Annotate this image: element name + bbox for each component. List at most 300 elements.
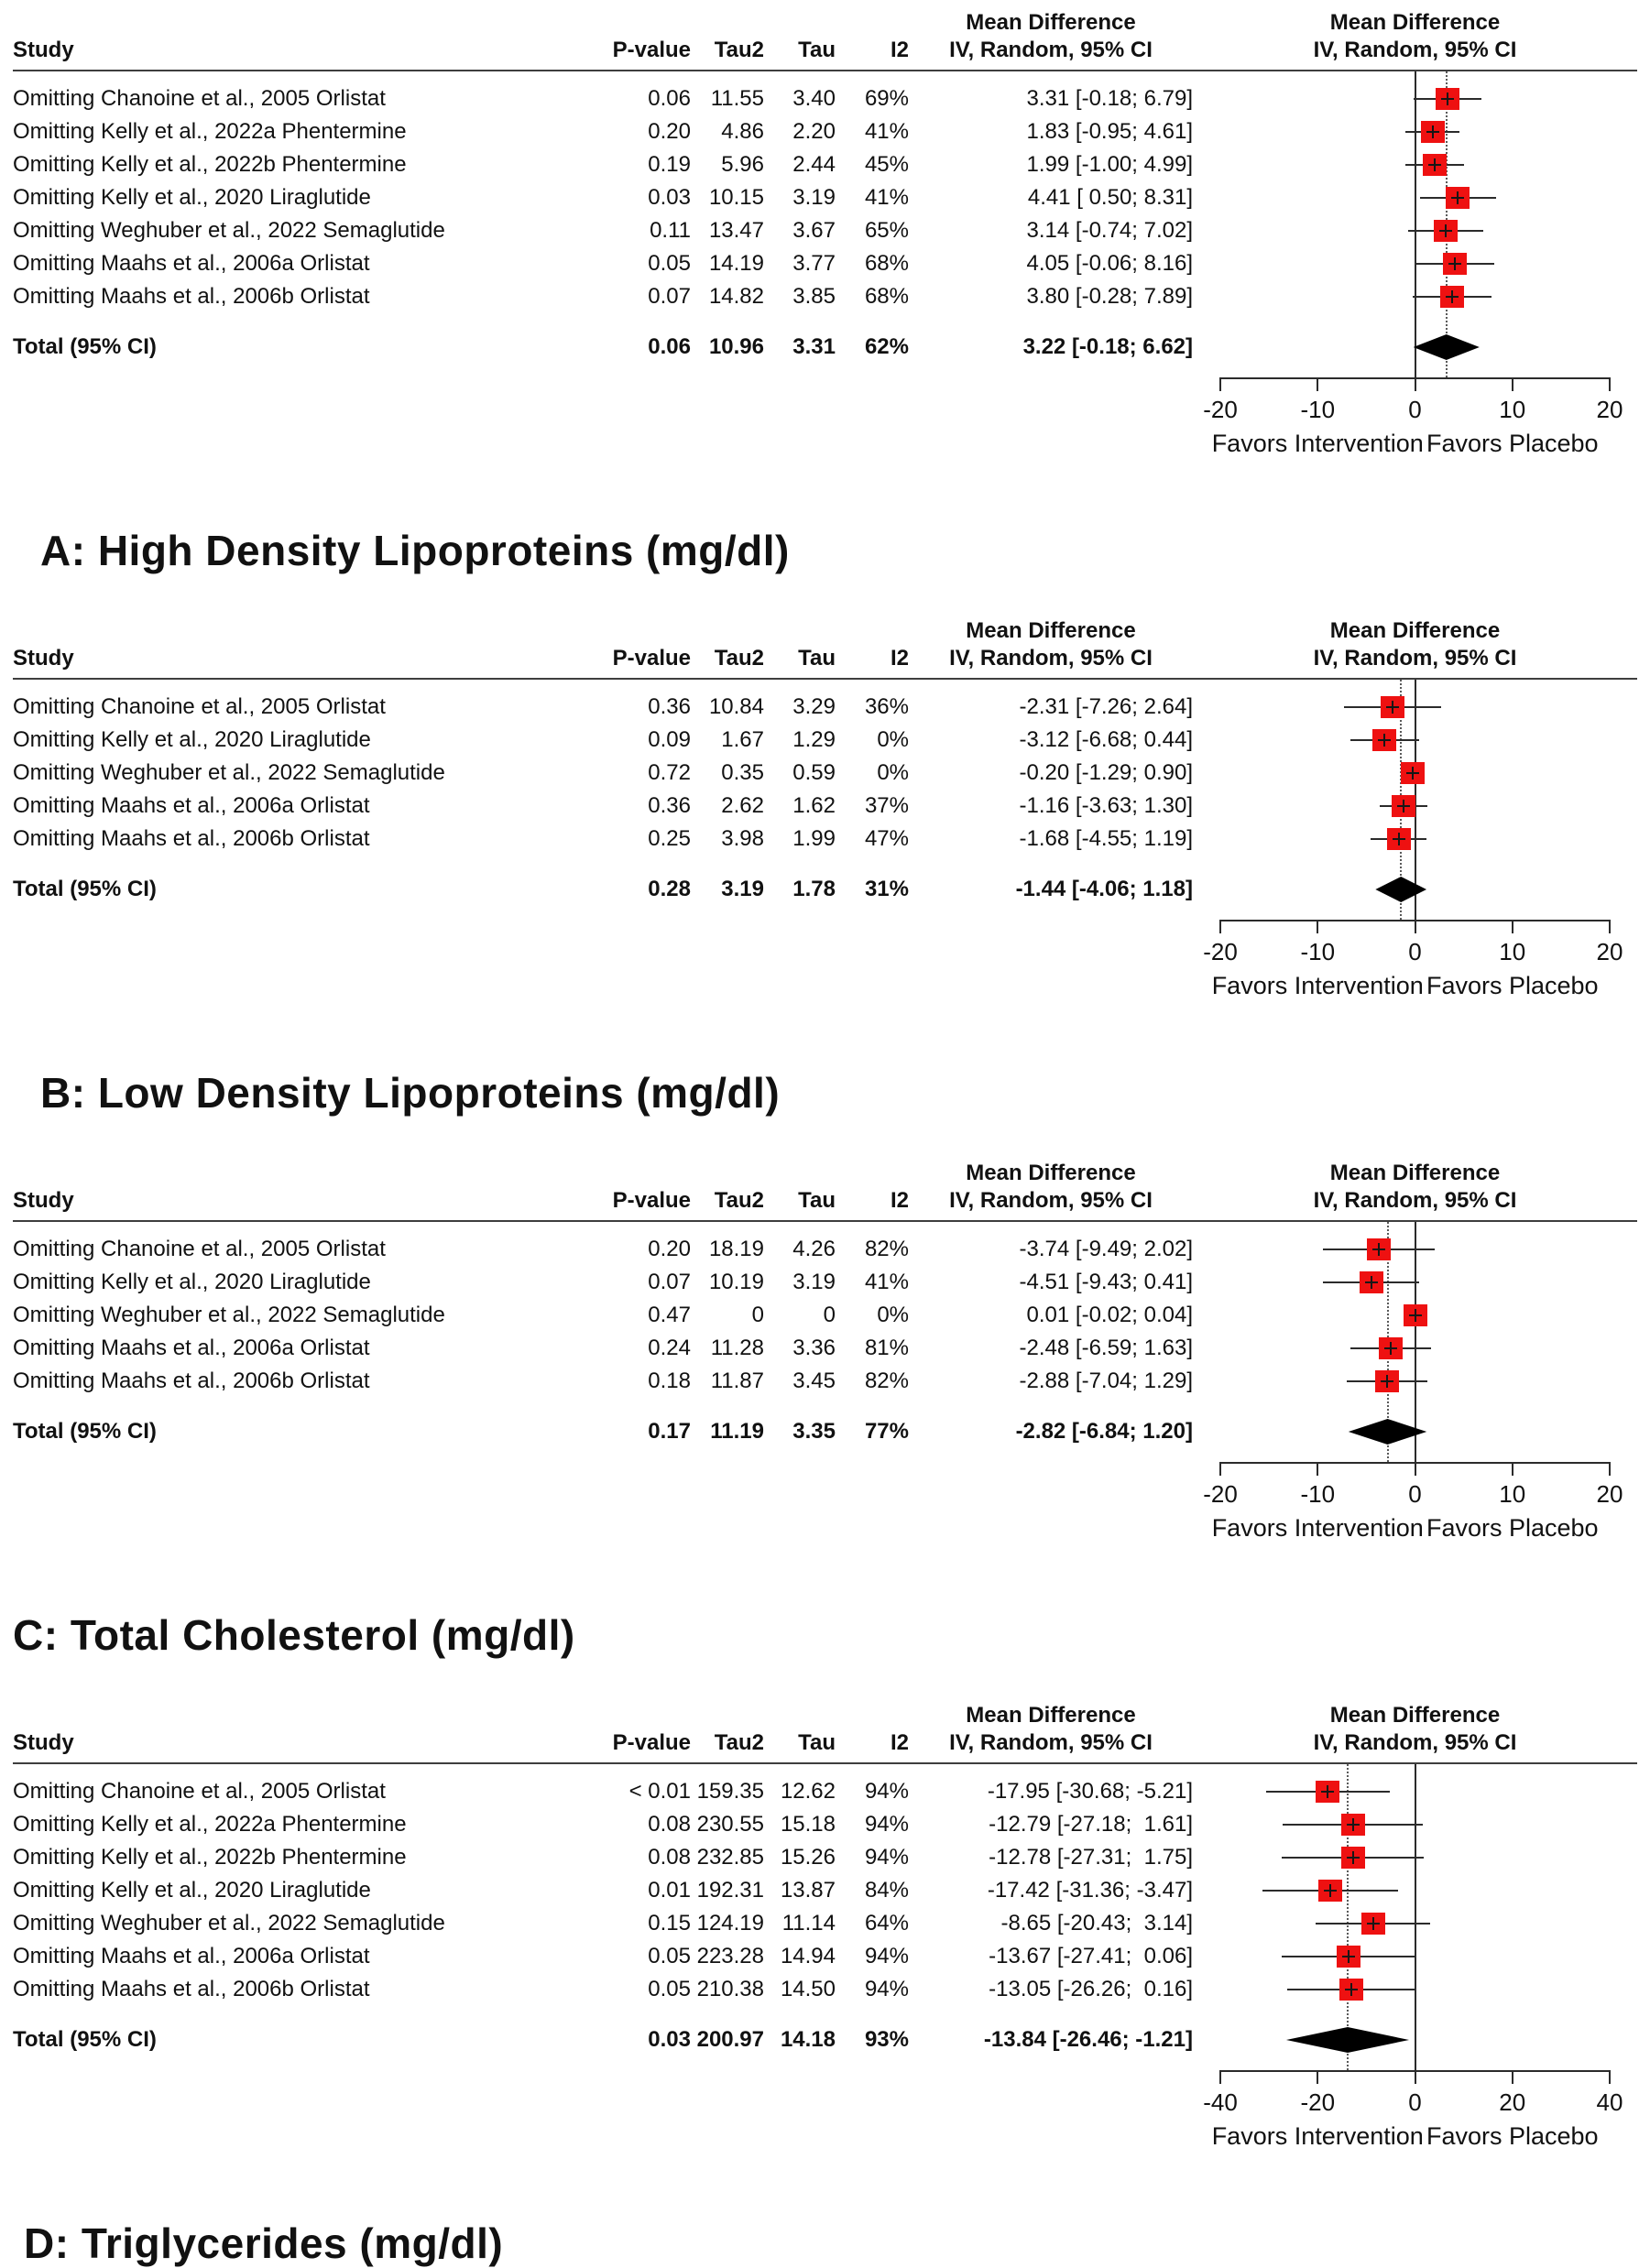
cell-tau2: 192.31 (696, 1878, 764, 1903)
axis-tick-label: -10 (1300, 1480, 1336, 1508)
cell-tau2: 210.38 (696, 1977, 764, 2001)
cell-tau2: 10.84 (708, 694, 764, 719)
total-p: 0.06 (648, 334, 691, 359)
axis-tick (1317, 1462, 1318, 1476)
cell-i2: 82% (864, 1237, 909, 1261)
cell-i2: 45% (864, 152, 909, 177)
axis-tick (1317, 920, 1318, 933)
cell-mean-difference-ci: -2.31 [-7.26; 2.64] (1019, 694, 1193, 719)
cell-pvalue: 0.05 (648, 251, 691, 276)
cell-mean-difference-ci: 3.14 [-0.74; 7.02] (1026, 218, 1193, 243)
effect-header-line1: Mean Difference (966, 1703, 1136, 1728)
favors-placebo-label: Favors Placebo (1426, 972, 1599, 999)
table-row (13, 1907, 1637, 1940)
effect-header-line1: Mean Difference (966, 1161, 1136, 1185)
cell-pvalue: 0.47 (648, 1303, 691, 1327)
cell-tau: 2.44 (792, 152, 836, 177)
cell-pvalue: 0.06 (648, 86, 691, 111)
cell-pvalue: 0.19 (648, 152, 691, 177)
cell-study: Omitting Weghuber et al., 2022 Semaglutide (13, 1911, 445, 1935)
cell-tau: 0 (823, 1303, 836, 1327)
cell-study: Omitting Weghuber et al., 2022 Semaglutide (13, 760, 445, 785)
table-row (13, 247, 1637, 280)
effect-header-line1: Mean Difference (966, 10, 1136, 35)
axis-tick (1415, 920, 1416, 933)
cell-study: Omitting Chanoine et al., 2005 Orlistat (13, 86, 386, 111)
cell-tau2: 10.15 (708, 185, 764, 210)
axis-tick (1609, 920, 1611, 933)
cell-i2: 68% (864, 284, 909, 309)
forest-panel-B (0, 614, 1650, 1118)
cell-i2: 94% (864, 1944, 909, 1968)
axis-tick (1415, 377, 1416, 391)
axis-tick (1609, 1462, 1611, 1476)
cell-mean-difference-ci: -12.78 [-27.31; 1.75] (989, 1845, 1193, 1870)
cell-i2: 94% (864, 1779, 909, 1804)
table-row (13, 823, 1637, 856)
cell-tau: 3.67 (792, 218, 836, 243)
cell-mean-difference-ci: 0.01 [-0.02; 0.04] (1026, 1303, 1193, 1327)
cell-i2: 41% (864, 185, 909, 210)
axis-tick (1219, 2070, 1221, 2084)
cell-i2: 94% (864, 1845, 909, 1870)
cell-tau2: 0 (751, 1303, 764, 1327)
total-i2: 93% (864, 2027, 909, 2052)
cell-tau2: 5.96 (721, 152, 764, 177)
cell-i2: 36% (864, 694, 909, 719)
table-row (13, 181, 1637, 214)
cell-tau2: 0.35 (721, 760, 764, 785)
cell-tau: 1.99 (792, 826, 836, 851)
total-ci_text: -2.82 [-6.84; 1.20] (1015, 1419, 1193, 1444)
table-row (13, 1874, 1637, 1907)
col-header-pvalue: P-value (612, 1188, 691, 1213)
cell-tau2: 11.87 (710, 1368, 764, 1393)
cell-mean-difference-ci: 1.99 [-1.00; 4.99] (1026, 152, 1193, 177)
cell-pvalue: 0.36 (648, 694, 691, 719)
panel-body (13, 1764, 1637, 2176)
axis-tick (1609, 377, 1611, 391)
cell-tau: 15.26 (780, 1845, 836, 1870)
total-tau2: 10.96 (708, 334, 764, 359)
cell-tau2: 10.19 (708, 1270, 764, 1294)
cell-mean-difference-ci: -3.74 [-9.49; 2.02] (1019, 1237, 1193, 1261)
cell-tau2: 223.28 (696, 1944, 764, 1968)
cell-tau: 1.29 (792, 727, 836, 752)
table-row (13, 115, 1637, 148)
cell-tau2: 230.55 (696, 1812, 764, 1837)
panel-title-D: D: Triglycerides (mg/dl) (24, 2219, 504, 2267)
axis-tick-label: 10 (1499, 396, 1526, 423)
panel-title-C: C: Total Cholesterol (mg/dl) (13, 1611, 575, 1659)
table-row (13, 1233, 1637, 1266)
cell-study: Omitting Kelly et al., 2022a Phentermine (13, 1812, 407, 1837)
cell-tau2: 2.62 (721, 793, 764, 818)
axis-tick-label: -20 (1300, 2088, 1336, 2116)
total-p: 0.17 (648, 1419, 691, 1444)
cell-tau2: 124.19 (696, 1911, 764, 1935)
cell-mean-difference-ci: 3.80 [-0.28; 7.89] (1026, 284, 1193, 309)
favors-intervention-label: Favors Intervention (1211, 972, 1424, 999)
cell-tau: 3.29 (792, 694, 836, 719)
cell-i2: 94% (864, 1812, 909, 1837)
plot-header-line1: Mean Difference (1329, 618, 1501, 643)
table-row (13, 724, 1637, 757)
cell-tau2: 18.19 (708, 1237, 764, 1261)
table-row (13, 1973, 1637, 2006)
panel-column-headers (13, 1698, 1637, 1757)
forest-panel-D (0, 1698, 1650, 2268)
favors-intervention-label: Favors Intervention (1211, 2122, 1424, 2150)
table-row (13, 1332, 1637, 1365)
col-header-i2: I2 (890, 38, 909, 62)
cell-study: Omitting Chanoine et al., 2005 Orlistat (13, 694, 386, 719)
cell-pvalue: 0.18 (648, 1368, 691, 1393)
table-row (13, 1808, 1637, 1841)
cell-mean-difference-ci: 4.41 [ 0.50; 8.31] (1027, 185, 1193, 210)
cell-tau: 3.40 (792, 86, 836, 111)
col-header-tau: Tau (798, 1188, 836, 1213)
total-p: 0.03 (648, 2027, 691, 2052)
cell-pvalue: < 0.01 (628, 1779, 691, 1804)
cell-tau: 15.18 (780, 1812, 836, 1837)
cell-i2: 82% (864, 1368, 909, 1393)
effect-header-line2: IV, Random, 95% CI (949, 1730, 1153, 1755)
cell-tau2: 1.67 (721, 727, 764, 752)
cell-study: Omitting Maahs et al., 2006b Orlistat (13, 1977, 370, 2001)
table-row (13, 280, 1637, 313)
cell-pvalue: 0.01 (648, 1878, 691, 1903)
table-row (13, 82, 1637, 115)
cell-tau2: 14.82 (708, 284, 764, 309)
cell-mean-difference-ci: -13.67 [-27.41; 0.06] (989, 1944, 1193, 1968)
panel-title-B: B: Low Density Lipoproteins (mg/dl) (40, 1069, 781, 1117)
total-ci_text: -1.44 [-4.06; 1.18] (1015, 877, 1193, 901)
plot-header-line2: IV, Random, 95% CI (1313, 1730, 1517, 1755)
cell-tau2: 14.19 (708, 251, 764, 276)
axis-tick (1609, 2070, 1611, 2084)
cell-tau: 14.50 (780, 1977, 836, 2001)
axis-tick-label: 0 (1408, 1480, 1422, 1508)
cell-pvalue: 0.09 (648, 727, 691, 752)
cell-study: Omitting Kelly et al., 2020 Liraglutide (13, 1878, 371, 1903)
col-header-i2: I2 (890, 646, 909, 671)
cell-mean-difference-ci: -17.95 [-30.68; -5.21] (987, 1779, 1193, 1804)
cell-pvalue: 0.72 (648, 760, 691, 785)
x-axis-line (1220, 377, 1610, 379)
total-label: Total (95% CI) (13, 1419, 157, 1444)
cell-i2: 0% (877, 760, 909, 785)
cell-tau: 4.26 (792, 1237, 836, 1261)
col-header-tau: Tau (798, 646, 836, 671)
total-tau: 14.18 (780, 2027, 836, 2052)
panel-column-headers (13, 614, 1637, 672)
cell-pvalue: 0.05 (648, 1977, 691, 2001)
cell-i2: 94% (864, 1977, 909, 2001)
plot-header-mean-difference (1193, 1702, 1637, 1757)
cell-i2: 37% (864, 793, 909, 818)
col-header-i2: I2 (890, 1188, 909, 1213)
col-header-study: Study (13, 1188, 74, 1213)
table-row (13, 148, 1637, 181)
axis-tick-label: 0 (1408, 2088, 1422, 2116)
panel-body (13, 680, 1637, 1026)
cell-mean-difference-ci: -0.20 [-1.29; 0.90] (1019, 760, 1193, 785)
col-header-mean-difference (909, 617, 1193, 672)
favors-placebo-label: Favors Placebo (1426, 2122, 1599, 2150)
total-row (13, 872, 1637, 907)
cell-tau: 1.62 (792, 793, 836, 818)
panel-body (13, 71, 1637, 484)
cell-study: Omitting Kelly et al., 2022a Phentermine (13, 119, 407, 144)
axis-tick-label: 20 (1596, 1480, 1623, 1508)
cell-study: Omitting Maahs et al., 2006b Orlistat (13, 1368, 370, 1393)
col-header-tau: Tau (798, 38, 836, 62)
axis-tick-label: 20 (1596, 396, 1623, 423)
cell-i2: 0% (877, 1303, 909, 1327)
axis-tick (1317, 2070, 1318, 2084)
col-header-pvalue: P-value (612, 1730, 691, 1755)
effect-header-line2: IV, Random, 95% CI (949, 646, 1153, 671)
cell-mean-difference-ci: 4.05 [-0.06; 8.16] (1026, 251, 1193, 276)
axis-tick-label: 0 (1408, 938, 1422, 965)
col-header-mean-difference (909, 9, 1193, 64)
col-header-study: Study (13, 1730, 74, 1755)
x-axis-line (1220, 1462, 1610, 1464)
axis-tick (1512, 920, 1513, 933)
favors-placebo-label: Favors Placebo (1426, 1514, 1599, 1542)
cell-tau2: 232.85 (696, 1845, 764, 1870)
plot-header-line2: IV, Random, 95% CI (1313, 646, 1517, 671)
table-row (13, 691, 1637, 724)
col-header-tau2: Tau2 (714, 646, 764, 671)
total-i2: 62% (864, 334, 909, 359)
total-label: Total (95% CI) (13, 334, 157, 359)
cell-tau2: 13.47 (708, 218, 764, 243)
cell-tau: 3.19 (792, 185, 836, 210)
total-tau: 1.78 (792, 877, 836, 901)
total-i2: 31% (864, 877, 909, 901)
cell-tau: 3.19 (792, 1270, 836, 1294)
x-axis-line (1220, 920, 1610, 921)
col-header-tau2: Tau2 (714, 38, 764, 62)
cell-tau: 3.36 (792, 1336, 836, 1360)
cell-study: Omitting Maahs et al., 2006a Orlistat (13, 1944, 370, 1968)
cell-mean-difference-ci: -12.79 [-27.18; 1.61] (989, 1812, 1193, 1837)
cell-pvalue: 0.15 (648, 1911, 691, 1935)
cell-tau2: 11.55 (710, 86, 764, 111)
cell-mean-difference-ci: -4.51 [-9.43; 0.41] (1019, 1270, 1193, 1294)
cell-study: Omitting Kelly et al., 2022b Phentermine (13, 152, 407, 177)
axis-tick (1512, 377, 1513, 391)
cell-study: Omitting Kelly et al., 2020 Liraglutide (13, 727, 371, 752)
axis-tick (1512, 2070, 1513, 2084)
axis-tick-label: -20 (1203, 396, 1238, 423)
cell-tau2: 4.86 (721, 119, 764, 144)
cell-i2: 41% (864, 119, 909, 144)
cell-mean-difference-ci: 3.31 [-0.18; 6.79] (1026, 86, 1193, 111)
cell-pvalue: 0.24 (648, 1336, 691, 1360)
cell-study: Omitting Kelly et al., 2020 Liraglutide (13, 185, 371, 210)
favors-intervention-label: Favors Intervention (1211, 430, 1424, 457)
cell-i2: 41% (864, 1270, 909, 1294)
x-axis-line (1220, 2070, 1610, 2072)
cell-study: Omitting Weghuber et al., 2022 Semaglutide (13, 218, 445, 243)
axis-tick (1512, 1462, 1513, 1476)
total-tau2: 3.19 (721, 877, 764, 901)
plot-header-line1: Mean Difference (1329, 1161, 1501, 1185)
cell-pvalue: 0.08 (648, 1812, 691, 1837)
plot-header-line1: Mean Difference (1329, 1703, 1501, 1728)
cell-mean-difference-ci: -17.42 [-31.36; -3.47] (987, 1878, 1193, 1903)
cell-tau: 14.94 (780, 1944, 836, 1968)
cell-i2: 84% (864, 1878, 909, 1903)
total-tau: 3.31 (792, 334, 836, 359)
cell-study: Omitting Kelly et al., 2020 Liraglutide (13, 1270, 371, 1294)
total-ci_text: -13.84 [-26.46; -1.21] (983, 2027, 1193, 2052)
col-header-mean-difference (909, 1160, 1193, 1215)
plot-header-mean-difference (1193, 9, 1637, 64)
total-tau2: 11.19 (710, 1419, 764, 1444)
cell-study: Omitting Kelly et al., 2022b Phentermine (13, 1845, 407, 1870)
plot-header-line2: IV, Random, 95% CI (1313, 1188, 1517, 1213)
cell-mean-difference-ci: 1.83 [-0.95; 4.61] (1026, 119, 1193, 144)
cell-i2: 81% (864, 1336, 909, 1360)
cell-study: Omitting Maahs et al., 2006b Orlistat (13, 826, 370, 851)
cell-i2: 69% (864, 86, 909, 111)
cell-study: Omitting Maahs et al., 2006a Orlistat (13, 793, 370, 818)
total-tau2: 200.97 (696, 2027, 764, 2052)
effect-header-line1: Mean Difference (966, 618, 1136, 643)
cell-tau: 12.62 (780, 1779, 836, 1804)
total-row (13, 1414, 1637, 1449)
cell-pvalue: 0.11 (650, 218, 691, 243)
cell-i2: 65% (864, 218, 909, 243)
cell-mean-difference-ci: -2.48 [-6.59; 1.63] (1019, 1336, 1193, 1360)
favors-intervention-label: Favors Intervention (1211, 1514, 1424, 1542)
col-header-study: Study (13, 38, 74, 62)
cell-pvalue: 0.03 (648, 185, 691, 210)
cell-pvalue: 0.36 (648, 793, 691, 818)
table-row (13, 1365, 1637, 1398)
table-row (13, 757, 1637, 790)
total-tau: 3.35 (792, 1419, 836, 1444)
col-header-tau: Tau (798, 1730, 836, 1755)
cell-mean-difference-ci: -3.12 [-6.68; 0.44] (1019, 727, 1193, 752)
forest-panel-C (0, 1156, 1650, 1660)
cell-tau: 11.14 (781, 1911, 836, 1935)
col-header-pvalue: P-value (612, 38, 691, 62)
cell-tau: 3.77 (792, 251, 836, 276)
axis-tick (1219, 1462, 1221, 1476)
plot-header-line1: Mean Difference (1329, 10, 1501, 35)
total-label: Total (95% CI) (13, 877, 157, 901)
cell-study: Omitting Maahs et al., 2006b Orlistat (13, 284, 370, 309)
axis-tick (1415, 1462, 1416, 1476)
axis-tick (1415, 2070, 1416, 2084)
total-row (13, 330, 1637, 365)
cell-tau2: 11.28 (710, 1336, 764, 1360)
table-row (13, 1299, 1637, 1332)
axis-tick-label: -10 (1300, 396, 1336, 423)
cell-mean-difference-ci: -1.16 [-3.63; 1.30] (1019, 793, 1193, 818)
cell-i2: 68% (864, 251, 909, 276)
plot-header-line2: IV, Random, 95% CI (1313, 38, 1517, 62)
axis-tick-label: 20 (1499, 2088, 1526, 2116)
total-row (13, 2023, 1637, 2057)
axis-tick (1219, 377, 1221, 391)
panel-body (13, 1222, 1637, 1568)
axis-tick-label: 20 (1596, 938, 1623, 965)
axis-tick-label: -10 (1300, 938, 1336, 965)
axis-tick-label: -40 (1203, 2088, 1238, 2116)
cell-tau: 3.45 (792, 1368, 836, 1393)
cell-i2: 64% (864, 1911, 909, 1935)
cell-i2: 47% (864, 826, 909, 851)
cell-mean-difference-ci: -8.65 [-20.43; 3.14] (1000, 1911, 1193, 1935)
cell-pvalue: 0.20 (648, 119, 691, 144)
plot-header-mean-difference (1193, 1160, 1637, 1215)
total-label: Total (95% CI) (13, 2027, 157, 2052)
cell-study: Omitting Maahs et al., 2006a Orlistat (13, 1336, 370, 1360)
plot-header-mean-difference (1193, 617, 1637, 672)
cell-i2: 0% (877, 727, 909, 752)
axis-tick-label: 0 (1408, 396, 1422, 423)
cell-mean-difference-ci: -13.05 [-26.26; 0.16] (989, 1977, 1193, 2001)
cell-study: Omitting Chanoine et al., 2005 Orlistat (13, 1779, 386, 1804)
total-ci_text: 3.22 [-0.18; 6.62] (1022, 334, 1193, 359)
axis-tick-label: 10 (1499, 1480, 1526, 1508)
table-row (13, 1775, 1637, 1808)
axis-tick-label: 40 (1596, 2088, 1623, 2116)
cell-tau: 13.87 (780, 1878, 836, 1903)
axis-tick-label: 10 (1499, 938, 1526, 965)
cell-tau2: 159.35 (696, 1779, 764, 1804)
cell-pvalue: 0.07 (648, 1270, 691, 1294)
cell-pvalue: 0.25 (648, 826, 691, 851)
cell-tau: 0.59 (792, 760, 836, 785)
effect-header-line2: IV, Random, 95% CI (949, 1188, 1153, 1213)
cell-study: Omitting Maahs et al., 2006a Orlistat (13, 251, 370, 276)
table-row (13, 1266, 1637, 1299)
panel-column-headers (13, 1156, 1637, 1215)
cell-pvalue: 0.08 (648, 1845, 691, 1870)
axis-tick-label: -20 (1203, 938, 1238, 965)
cell-study: Omitting Weghuber et al., 2022 Semaglutide (13, 1303, 445, 1327)
col-header-mean-difference (909, 1702, 1193, 1757)
cell-tau2: 3.98 (721, 826, 764, 851)
col-header-tau2: Tau2 (714, 1188, 764, 1213)
panel-column-headers (13, 5, 1637, 64)
cell-study: Omitting Chanoine et al., 2005 Orlistat (13, 1237, 386, 1261)
col-header-pvalue: P-value (612, 646, 691, 671)
table-row (13, 1940, 1637, 1973)
col-header-study: Study (13, 646, 74, 671)
cell-mean-difference-ci: -1.68 [-4.55; 1.19] (1019, 826, 1193, 851)
cell-pvalue: 0.05 (648, 1944, 691, 1968)
panel-title-A: A: High Density Lipoproteins (mg/dl) (40, 527, 790, 574)
effect-header-line2: IV, Random, 95% CI (949, 38, 1153, 62)
axis-tick (1317, 377, 1318, 391)
table-row (13, 1841, 1637, 1874)
cell-pvalue: 0.20 (648, 1237, 691, 1261)
table-row (13, 214, 1637, 247)
total-p: 0.28 (648, 877, 691, 901)
favors-placebo-label: Favors Placebo (1426, 430, 1599, 457)
cell-mean-difference-ci: -2.88 [-7.04; 1.29] (1019, 1368, 1193, 1393)
axis-tick-label: -20 (1203, 1480, 1238, 1508)
col-header-tau2: Tau2 (714, 1730, 764, 1755)
